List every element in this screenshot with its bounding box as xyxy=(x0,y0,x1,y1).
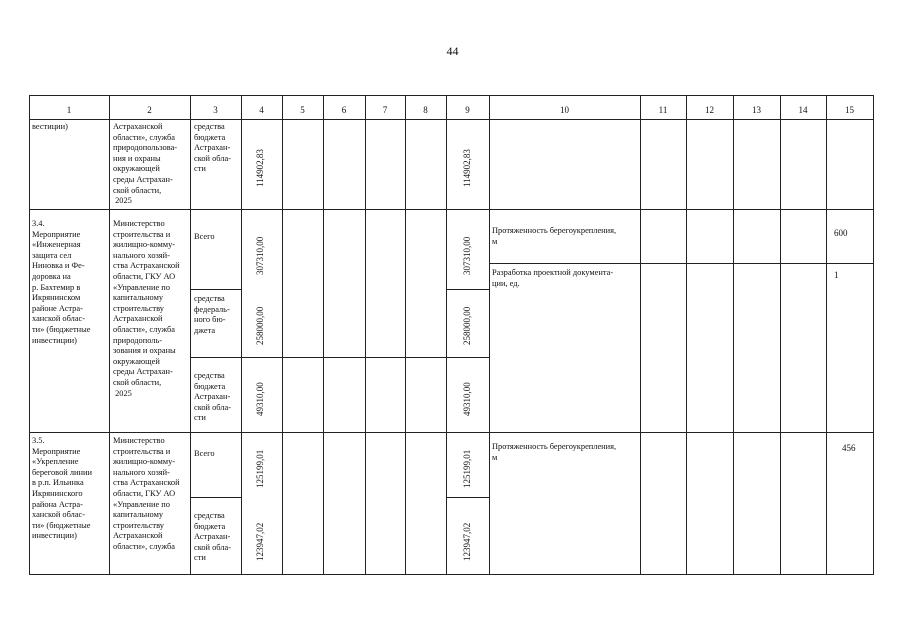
subrow-divider xyxy=(446,289,489,290)
col-border xyxy=(873,95,874,575)
executor: Астраханской области», служба природопользова- ния и охраны окружающей среды Астрахан- ской области, 2025 xyxy=(113,122,178,206)
col-header-14: 14 xyxy=(798,105,808,115)
col-border xyxy=(365,95,366,575)
col-border xyxy=(489,95,490,575)
event-name: 3.5. Мероприятие «Укрепление береговой линии в р.п. Ильинка Икрянинского района Астра- ханской облас- ти» (бюджетные инвестиции) xyxy=(32,436,92,541)
funding-source: Всего xyxy=(194,449,215,458)
executor: Министерство строительства и жилищно-комму- нального хозяй- ства Астраханской области, ГКУ АО «Управление по капитальному строительству Астраханской области», служба xyxy=(113,436,180,551)
col-border xyxy=(780,95,781,575)
header-divider xyxy=(29,119,874,120)
event-name: вестиции) xyxy=(32,122,68,131)
table-border-top xyxy=(29,95,874,96)
col-header-5: 5 xyxy=(300,105,305,115)
amount-year: 125199,01 xyxy=(462,449,472,488)
col-border xyxy=(640,95,641,575)
col-border xyxy=(826,95,827,575)
amount-total: 258000,00 xyxy=(255,306,265,345)
col-header-12: 12 xyxy=(705,105,714,115)
funding-source: Всего xyxy=(194,232,215,241)
row-divider xyxy=(29,209,874,210)
funding-source: средства бюджета Астрахан- ской обла- сти xyxy=(194,371,232,423)
event-name: 3.4. Мероприятие «Инженерная защита сел Ниновка и Фе- доровка на р. Бахтемир в Икрянинском районе Астра- ханской облас- ти» (бюджетные инвестиции) xyxy=(32,219,91,345)
amount-total: 307310,00 xyxy=(255,236,265,275)
page-number: 44 xyxy=(446,44,459,58)
funding-source: средства бюджета Астрахан- ской обла- сти xyxy=(194,122,232,174)
amount-year: 114902,83 xyxy=(462,149,472,187)
col-border xyxy=(282,95,283,575)
subrow-divider xyxy=(446,497,489,498)
col-header-11: 11 xyxy=(658,105,668,115)
amount-year: 258000,00 xyxy=(462,306,472,345)
indicator-value: 1 xyxy=(834,270,839,280)
col-header-6: 6 xyxy=(341,105,347,115)
col-header-7: 7 xyxy=(382,105,388,115)
indicator-value: 456 xyxy=(842,443,856,453)
amount-total: 125199,01 xyxy=(255,449,265,488)
col-header-3: 3 xyxy=(213,105,218,115)
indicator-divider xyxy=(489,263,874,264)
indicator-name: Протяженность берегоукрепления, м xyxy=(492,442,617,462)
col-header-4: 4 xyxy=(259,105,264,115)
funding-source: средства федераль- ного бю- джета xyxy=(194,294,230,335)
col-border xyxy=(323,95,324,575)
amount-total: 49310,00 xyxy=(255,382,265,416)
amount-total: 123947,02 xyxy=(255,522,265,561)
indicator-name: Разработка проектной документа- ции, ед. xyxy=(492,268,614,288)
col-border xyxy=(446,95,447,575)
col-border xyxy=(190,95,191,575)
amount-year: 49310,00 xyxy=(462,382,472,416)
col-header-10: 10 xyxy=(560,105,569,115)
col-header-8: 8 xyxy=(423,105,428,115)
col-header-2: 2 xyxy=(147,105,152,115)
col-border xyxy=(241,95,242,575)
amount-total: 114902,83 xyxy=(255,149,265,187)
subrow-divider xyxy=(190,497,241,498)
amount-year: 123947,02 xyxy=(462,522,472,561)
col-header-15: 15 xyxy=(845,105,854,115)
col-border xyxy=(29,95,30,575)
col-border xyxy=(686,95,687,575)
col-header-1: 1 xyxy=(66,105,72,115)
indicator-value: 600 xyxy=(834,228,848,238)
indicator-name: Протяженность берегоукрепления, м xyxy=(492,226,617,246)
col-header-13: 13 xyxy=(752,105,761,115)
subrow-divider xyxy=(190,357,489,358)
row-divider xyxy=(29,432,874,433)
col-header-9: 9 xyxy=(465,105,470,115)
funding-source: средства бюджета Астрахан- ской обла- сти xyxy=(194,511,232,563)
col-border xyxy=(109,95,110,575)
amount-year: 307310,00 xyxy=(462,236,472,275)
col-border xyxy=(733,95,734,575)
table-border-bottom xyxy=(29,574,874,575)
col-border xyxy=(405,95,406,575)
executor: Министерство строительства и жилищно-комму- нального хозяй- ства Астраханской области, ГКУ АО «Управление по капитальному строительству Астраханской области», служба природополь- зования и охраны окружающей среды Астрахан- ской области, 2025 xyxy=(113,219,180,398)
subrow-divider xyxy=(190,289,241,290)
